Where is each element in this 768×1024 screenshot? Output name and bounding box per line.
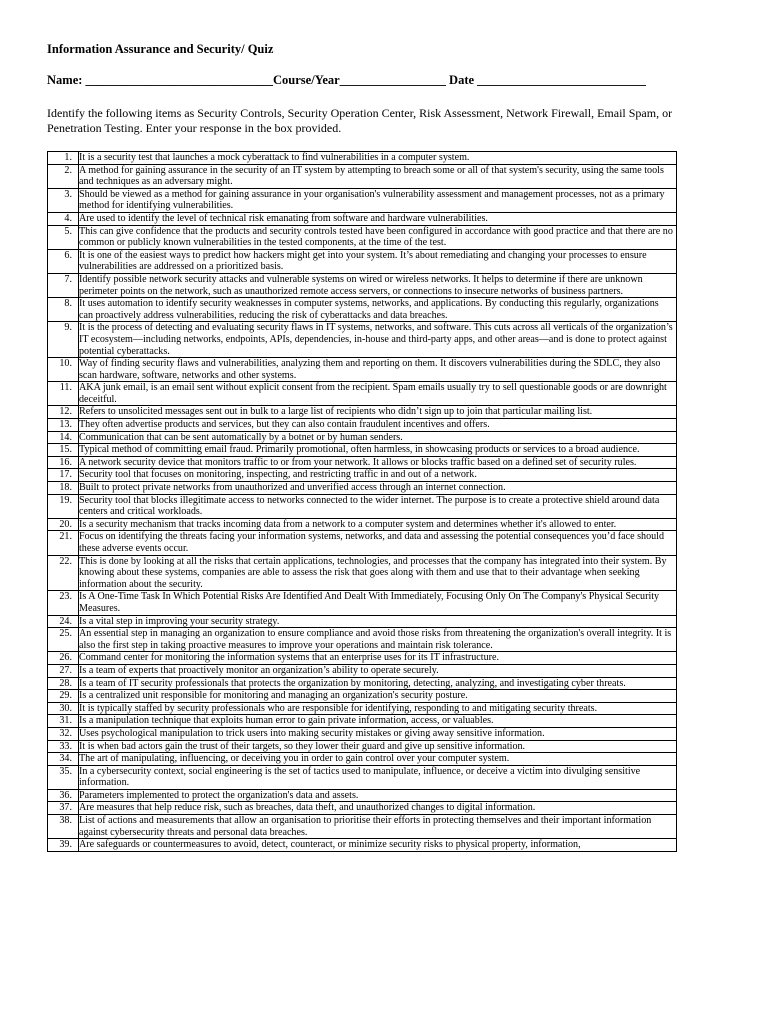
quiz-item-number: 2.	[48, 164, 79, 188]
quiz-item-text: Focus on identifying the threats facing your information systems, networks, and data and assessing the potential consequences you’d face should these adverse events occur.	[79, 531, 677, 555]
quiz-item-number: 11.	[48, 382, 79, 406]
page-title: Information Assurance and Security/ Quiz	[47, 42, 274, 56]
quiz-item-number: 23.	[48, 591, 79, 615]
quiz-item-text: Security tool that blocks illegitimate access to networks connected to the wider internet. The purpose is to create a protective shield around data centers and critical workloads.	[79, 494, 677, 518]
quiz-item-row	[48, 702, 677, 715]
quiz-item-number: 20.	[48, 518, 79, 531]
quiz-item-text: It is one of the easiest ways to predict how hackers might get into your system. It’s about remediating and changing your processes to ensure vulnerabilities are addressed on a prioritized basis.	[79, 249, 677, 273]
quiz-item-number: 26.	[48, 652, 79, 665]
quiz-item-number: 16.	[48, 456, 79, 469]
quiz-item-text: Is a team of experts that proactively monitor an organization’s ability to operate securely.	[79, 664, 677, 677]
quiz-item-number: 5.	[48, 225, 79, 249]
quiz-item-text: Is A One-Time Task In Which Potential Risks Are Identified And Dealt With Immediately, Focusing Only On The Company's Physical Security Measures.	[79, 591, 677, 615]
quiz-item-row	[48, 188, 677, 212]
quiz-item-row	[48, 591, 677, 615]
quiz-item-text: Is a vital step in improving your security strategy.	[79, 615, 677, 628]
quiz-item-text: In a cybersecurity context, social engineering is the set of tactics used to manipulate, influence, or deceive a victim into divulging sensitive information.	[79, 765, 677, 789]
quiz-item-text: Identify possible network security attacks and vulnerable systems on wired or wireless networks. It helps to determine if there are unknown perimeter points on the network, such as unauthorized remote access servers, or connections to insecure networks of business partners.	[79, 273, 677, 297]
quiz-item-text: Is a security mechanism that tracks incoming data from a network to a computer system and determines whether it's allowed to enter.	[79, 518, 677, 531]
quiz-item-number: 31.	[48, 715, 79, 728]
quiz-item-row	[48, 715, 677, 728]
quiz-item-text: It is a security test that launches a mock cyberattack to find vulnerabilities in a computer system.	[79, 152, 677, 165]
quiz-item-text: It is the process of detecting and evaluating security flaws in IT systems, networks, and software. This cuts across all verticals of the organization’s IT ecosystem—including networks, endpoints, APIs, dependencies, in-house and third-party apps, and other areas—and is done to protect against potential cyberattacks.	[79, 322, 677, 358]
quiz-item-row	[48, 531, 677, 555]
quiz-item-text: Security tool that focuses on monitoring, inspecting, and restricting traffic in and out of a network.	[79, 469, 677, 482]
quiz-item-row	[48, 456, 677, 469]
quiz-item-number: 36.	[48, 789, 79, 802]
quiz-item-text: An essential step in managing an organization to ensure compliance and avoid those risks from threatening the organization's overall integrity. It is also the first step in taking proactive measures to improve your operations and maintain risk tolerance.	[79, 628, 677, 652]
quiz-item-row	[48, 652, 677, 665]
quiz-item-row	[48, 212, 677, 225]
quiz-item-row	[48, 753, 677, 766]
quiz-item-row	[48, 628, 677, 652]
quiz-item-number: 38.	[48, 815, 79, 839]
quiz-item-number: 30.	[48, 702, 79, 715]
quiz-item-number: 24.	[48, 615, 79, 628]
quiz-item-row	[48, 789, 677, 802]
quiz-item-number: 35.	[48, 765, 79, 789]
quiz-item-text: Refers to unsolicited messages sent out in bulk to a large list of recipients who didn’t sign up to join that particular mailing list.	[79, 406, 677, 419]
quiz-item-text: The art of manipulating, influencing, or deceiving you in order to gain control over your computer system.	[79, 753, 677, 766]
quiz-item-text: Uses psychological manipulation to trick users into making security mistakes or giving away sensitive information.	[79, 727, 677, 740]
quiz-item-row	[48, 677, 677, 690]
quiz-item-text: This can give confidence that the products and security controls tested have been configured in accordance with good practice and that there are no common or publicly known vulnerabilities in the tested components, at the time of the test.	[79, 225, 677, 249]
quiz-item-row	[48, 469, 677, 482]
quiz-item-text: Is a team of IT security professionals that protects the organization by monitoring, detecting, analyzing, and investigating cyber threats.	[79, 677, 677, 690]
quiz-item-text: Typical method of committing email fraud. Primarily promotional, often harmless, in showcasing products or services to a broad audience.	[79, 444, 677, 457]
quiz-item-number: 21.	[48, 531, 79, 555]
quiz-item-row	[48, 815, 677, 839]
quiz-item-number: 13.	[48, 419, 79, 432]
quiz-item-row	[48, 740, 677, 753]
quiz-item-number: 25.	[48, 628, 79, 652]
quiz-item-row	[48, 152, 677, 165]
quiz-item-text: Are used to identify the level of technical risk emanating from software and hardware vulnerabilities.	[79, 212, 677, 225]
quiz-item-number: 6.	[48, 249, 79, 273]
quiz-item-row	[48, 727, 677, 740]
quiz-item-row	[48, 765, 677, 789]
quiz-item-row	[48, 444, 677, 457]
quiz-item-number: 19.	[48, 494, 79, 518]
quiz-item-text: Way of finding security flaws and vulnerabilities, analyzing them and reporting on them. It discovers vulnerabilities during the SDLC, they also scan hardware, software, networks and other systems.	[79, 358, 677, 382]
quiz-item-number: 29.	[48, 690, 79, 703]
quiz-item-text: It is typically staffed by security professionals who are responsible for identifying, responding to and mitigating security threats.	[79, 702, 677, 715]
quiz-item-text: This is done by looking at all the risks that certain applications, technologies, and processes that the company has integrated into their system. By knowing about these systems, companies are able to assess the risk that goes along with them and use that to their advantage when seeking information about the security.	[79, 555, 677, 591]
quiz-item-row	[48, 482, 677, 495]
quiz-item-row	[48, 225, 677, 249]
quiz-item-number: 33.	[48, 740, 79, 753]
quiz-item-number: 37.	[48, 802, 79, 815]
quiz-item-row	[48, 664, 677, 677]
quiz-item-row	[48, 839, 677, 852]
quiz-item-number: 39.	[48, 839, 79, 852]
quiz-item-row	[48, 273, 677, 297]
quiz-item-text: A network security device that monitors traffic to or from your network. It allows or blocks traffic based on a defined set of security rules.	[79, 456, 677, 469]
quiz-item-number: 1.	[48, 152, 79, 165]
quiz-item-row	[48, 298, 677, 322]
quiz-item-text: It is when bad actors gain the trust of their targets, so they lower their guard and give up sensitive information.	[79, 740, 677, 753]
quiz-item-row	[48, 419, 677, 432]
quiz-item-row	[48, 555, 677, 591]
quiz-item-number: 10.	[48, 358, 79, 382]
quiz-item-number: 14.	[48, 431, 79, 444]
quiz-item-number: 18.	[48, 482, 79, 495]
quiz-item-text: Is a manipulation technique that exploits human error to gain private information, access, or valuables.	[79, 715, 677, 728]
quiz-item-row	[48, 431, 677, 444]
quiz-item-number: 12.	[48, 406, 79, 419]
quiz-item-text: Is a centralized unit responsible for monitoring and managing an organization's security posture.	[79, 690, 677, 703]
quiz-item-number: 27.	[48, 664, 79, 677]
quiz-item-row	[48, 406, 677, 419]
quiz-item-text: A method for gaining assurance in the security of an IT system by attempting to breach some or all of that system's security, using the same tools and techniques as an adversary might.	[79, 164, 677, 188]
quiz-item-row	[48, 802, 677, 815]
quiz-item-row	[48, 615, 677, 628]
quiz-item-number: 34.	[48, 753, 79, 766]
quiz-item-text: Parameters implemented to protect the organization's data and assets.	[79, 789, 677, 802]
quiz-item-text: AKA junk email, is an email sent without explicit consent from the recipient. Spam emails usually try to sell questionable goods or are downright deceitful.	[79, 382, 677, 406]
quiz-item-row	[48, 690, 677, 703]
quiz-item-text: Should be viewed as a method for gaining assurance in your organisation's vulnerability assessment and management processes, not as a primary method for identifying vulnerabilities.	[79, 188, 677, 212]
name-course-date-line: Name: ______________________________Course/Year_________________ Date ___________________________	[47, 73, 646, 87]
quiz-item-row	[48, 164, 677, 188]
quiz-item-text: Built to protect private networks from unauthorized and unverified access through an internet connection.	[79, 482, 677, 495]
instructions-paragraph: Identify the following items as Security Controls, Security Operation Center, Risk Assessment, Network Firewall, Email Spam, or Penetration Testing. Enter your response in the box provided.	[47, 106, 673, 135]
quiz-item-number: 7.	[48, 273, 79, 297]
quiz-item-text: Are safeguards or countermeasures to avoid, detect, counteract, or minimize security risks to physical property, information,	[79, 839, 677, 852]
quiz-item-row	[48, 249, 677, 273]
quiz-item-number: 9.	[48, 322, 79, 358]
quiz-item-number: 22.	[48, 555, 79, 591]
quiz-table	[47, 151, 677, 852]
quiz-item-row	[48, 358, 677, 382]
quiz-item-row	[48, 494, 677, 518]
quiz-item-number: 8.	[48, 298, 79, 322]
quiz-item-number: 4.	[48, 212, 79, 225]
quiz-item-number: 17.	[48, 469, 79, 482]
quiz-item-text: Are measures that help reduce risk, such as breaches, data theft, and unauthorized changes to digital information.	[79, 802, 677, 815]
quiz-item-row	[48, 518, 677, 531]
quiz-item-text: List of actions and measurements that allow an organisation to prioritise their efforts in protecting themselves and their important information against cybersecurity threats and personal data breaches.	[79, 815, 677, 839]
quiz-item-text: They often advertise products and services, but they can also contain fraudulent incentives and offers.	[79, 419, 677, 432]
quiz-item-number: 3.	[48, 188, 79, 212]
quiz-item-row	[48, 322, 677, 358]
quiz-item-text: Communication that can be sent automatically by a botnet or by human senders.	[79, 431, 677, 444]
quiz-item-text: Command center for monitoring the information systems that an enterprise uses for its IT infrastructure.	[79, 652, 677, 665]
quiz-item-number: 32.	[48, 727, 79, 740]
quiz-table-body	[48, 152, 677, 852]
quiz-item-row	[48, 382, 677, 406]
quiz-item-text: It uses automation to identify security weaknesses in computer systems, networks, and applications. By conducting this regularly, organizations can proactively address vulnerabilities, reducing the risk of cyberattacks and data breaches.	[79, 298, 677, 322]
quiz-item-number: 15.	[48, 444, 79, 457]
quiz-item-number: 28.	[48, 677, 79, 690]
